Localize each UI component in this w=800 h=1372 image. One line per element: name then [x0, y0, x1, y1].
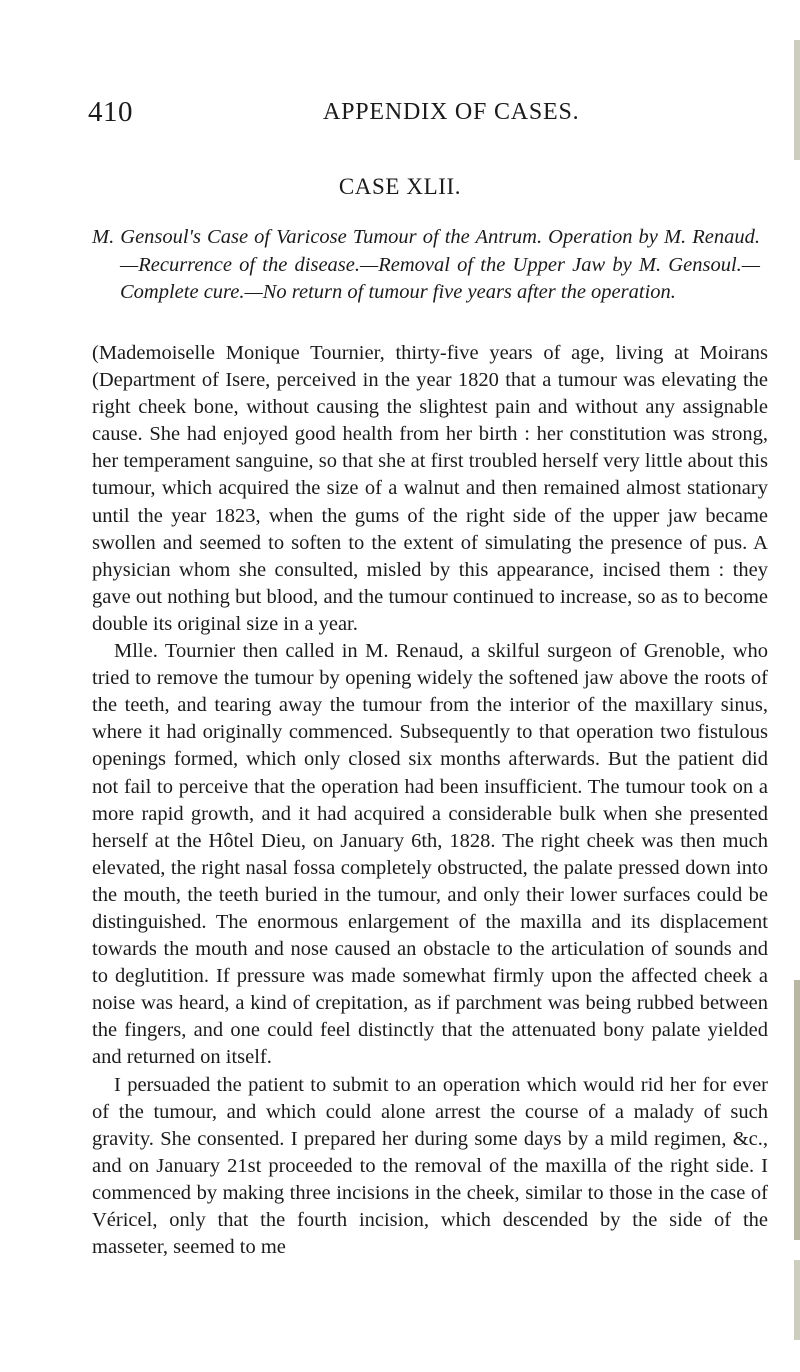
- running-header: [88, 94, 768, 130]
- paragraph: Mlle. Tournier then called in M. Renaud, a skilful surgeon of Grenoble, who tried to remove the tumour by opening widely the softened jaw above the roots of the teeth, and tearing away the tumour from the interior of the maxillary sinus, where it had originally commenced. Subsequently to that operation two fistulous openings formed, which only closed six months afterwards. But the patient did not fail to perceive that the operation had been insufficient. The tumour took on a more rapid growth, and it had acquired a considerable bulk when she presented herself at the Hôtel Dieu, on January 6th, 1828. The right cheek was then much elevated, the right nasal fossa completely obstructed, the palate pressed down into the mouth, the teeth buried in the tumour, and only their lower surfaces could be distinguished. The enormous enlargement of the maxilla and its displacement towards the mouth and nose caused an obstacle to the articulation of sounds and to deglutition. If pressure was made somewhat firmly upon the affected cheek a noise was heard, a kind of crepitation, as if parchment was being rubbed between the fingers, and one could feel distinctly that the attenuated bony palate yielded and returned on itself.: [92, 640, 768, 1069]
- running-title: APPENDIX OF CASES.: [323, 99, 580, 125]
- paragraph: I persuaded the patient to submit to an operation which would rid her for ever of the tumour, and which could alone arrest the course of a malady of such gravity. She consented. I prepared her during some days by a mild regimen, &c., and on January 21st proceeded to the removal of the maxilla of the right side. I commenced by making three incisions in the cheek, similar to those in the case of Véricel, only that the fourth incision, which descended by the side of the masseter, seemed to me: [92, 1073, 768, 1259]
- page-edge-stain: [794, 1260, 800, 1340]
- page-edge-stain: [794, 980, 800, 1240]
- case-summary: M. Gensoul's Case of Varicose Tumour of the Antrum. Operation by M. Renaud.—Recurrence of the disease.—Removal of the Upper Jaw by M. Gensoul.—Complete cure.—No return of tumour five years after the operation.: [92, 226, 760, 303]
- page-number: 410: [88, 96, 133, 128]
- page-edge-stain: [794, 40, 800, 160]
- case-body: [92, 340, 768, 1261]
- case-heading: CASE XLII.: [338, 174, 462, 199]
- paragraph: (Mademoiselle Monique Tournier, thirty-five years of age, living at Moirans (Department of Isere, perceived in the year 1820 that a tumour was elevating the right cheek bone, without causing the slightest pain and without any assignable cause. She had enjoyed good health from her birth : her constitution was strong, her temperament sanguine, so that she at first troubled herself very little about this tumour, which acquired the size of a walnut and then remained almost stationary until the year 1823, when the gums of the right side of the upper jaw became swollen and seemed to soften to the extent of simulating the presence of pus. A physician whom she consulted, misled by this appearance, incised them : they gave out nothing but blood, and the tumour continued to increase, so as to become double its original size in a year.: [92, 342, 768, 635]
